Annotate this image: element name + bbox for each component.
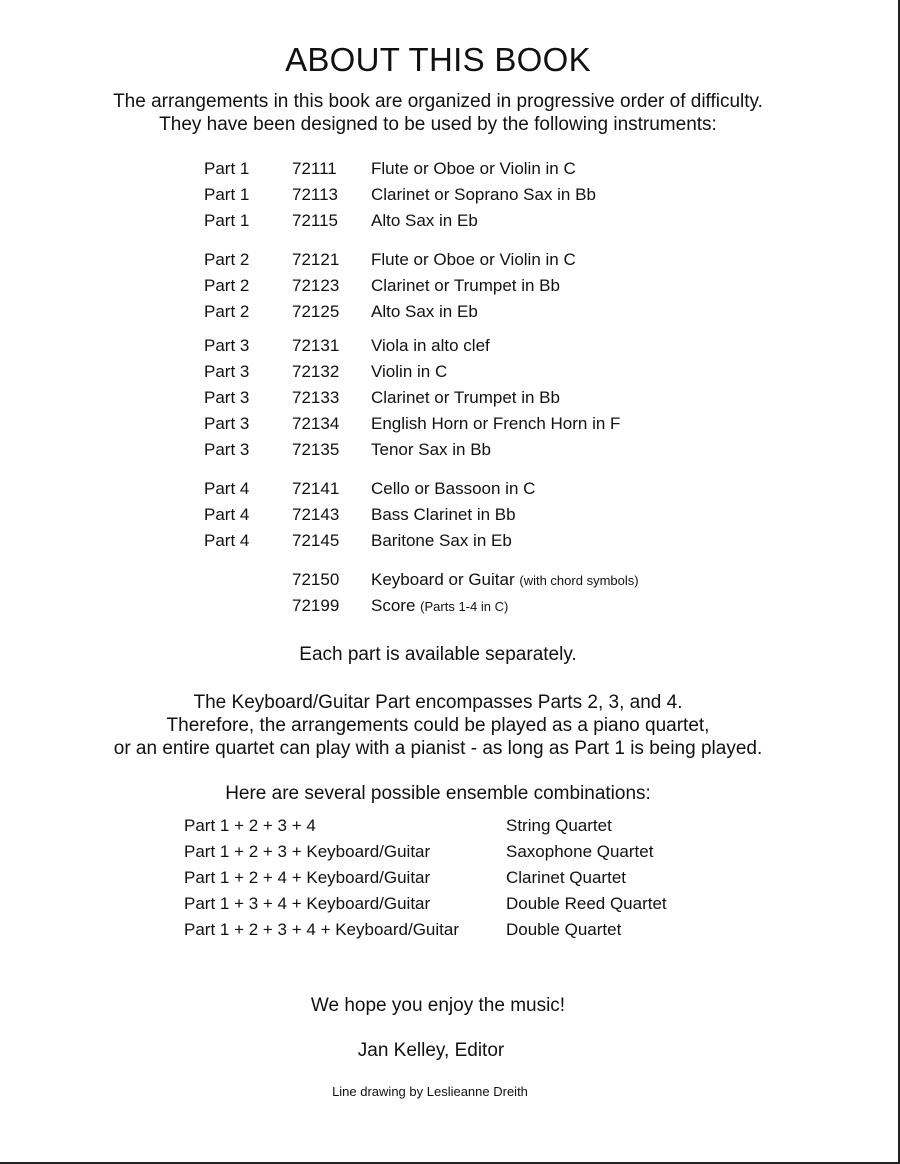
intro-paragraph: [0, 90, 876, 136]
combinations-heading: Here are several possible ensemble combinations:: [225, 783, 651, 804]
part-code: 72145: [292, 531, 340, 550]
keyboard-note-line: Therefore, the arrangements could be played as a piano quartet,: [166, 715, 710, 736]
part-number: Part 3: [204, 388, 250, 407]
part-instrument: Baritone Sax in Eb: [371, 531, 512, 550]
part-code: 72141: [292, 479, 340, 498]
part-code: 72132: [292, 362, 340, 381]
part-number: Part 4: [204, 505, 250, 524]
combination-parts: Part 1 + 2 + 3 + 4: [184, 816, 316, 835]
part-code: 72134: [292, 414, 340, 433]
part-number: Part 2: [204, 302, 250, 321]
part-instrument: Cello or Bassoon in C: [371, 479, 536, 498]
combination-ensemble: Double Reed Quartet: [506, 894, 667, 913]
instrument-note: (with chord symbols): [519, 573, 639, 588]
combination-ensemble: String Quartet: [506, 816, 612, 835]
editor-signature: Jan Kelley, Editor: [357, 1040, 505, 1061]
intro-line: The arrangements in this book are organized in progressive order of difficulty.: [113, 91, 763, 112]
part-code: 72115: [292, 211, 339, 230]
part-number: Part 1: [204, 159, 250, 178]
part-code: 72121: [292, 250, 340, 269]
part-code: 72111: [292, 159, 337, 178]
part-instrument: Alto Sax in Eb: [371, 302, 478, 321]
part-code: 72125: [292, 302, 340, 321]
instrument-name: Keyboard or Guitar: [371, 570, 515, 589]
combination-parts: Part 1 + 3 + 4 + Keyboard/Guitar: [184, 894, 431, 913]
part-number: Part 4: [204, 479, 250, 498]
part-instrument: Flute or Oboe or Violin in C: [371, 159, 576, 178]
part-code: 72123: [292, 276, 340, 295]
keyboard-note-line: or an entire quartet can play with a pianist - as long as Part 1 is being played.: [113, 738, 763, 759]
intro-line: They have been designed to be used by the following instruments:: [159, 114, 717, 135]
part-instrument: Bass Clarinet in Bb: [371, 505, 516, 524]
illustration-credit: Line drawing by Leslieanne Dreith: [332, 1084, 528, 1099]
part-instrument: Flute or Oboe or Violin in C: [371, 250, 576, 269]
part-number: Part 2: [204, 250, 250, 269]
part-instrument: [371, 569, 639, 592]
availability-note: Each part is available separately.: [299, 644, 577, 665]
part-code: 72150: [292, 570, 340, 589]
instrument-name: Score: [371, 596, 416, 615]
part-number: Part 3: [204, 440, 250, 459]
part-number: Part 1: [204, 185, 250, 204]
part-number: Part 4: [204, 531, 250, 550]
combination-ensemble: Double Quartet: [506, 920, 622, 939]
part-code: 72113: [292, 185, 339, 204]
combination-parts: Part 1 + 2 + 4 + Keyboard/Guitar: [184, 868, 431, 887]
combination-parts: Part 1 + 2 + 3 + 4 + Keyboard/Guitar: [184, 920, 460, 939]
part-instrument: Clarinet or Soprano Sax in Bb: [371, 185, 596, 204]
part-instrument: [371, 595, 508, 618]
part-instrument: Violin in C: [371, 362, 448, 381]
part-instrument: Tenor Sax in Bb: [371, 440, 492, 459]
page-title: ABOUT THIS BOOK: [285, 41, 591, 78]
part-code: 72143: [292, 505, 340, 524]
keyboard-note-line: The Keyboard/Guitar Part encompasses Parts 2, 3, and 4.: [193, 692, 683, 713]
combination-ensemble: Saxophone Quartet: [506, 842, 654, 861]
part-number: Part 3: [204, 362, 250, 381]
part-instrument: English Horn or French Horn in F: [371, 414, 621, 433]
combination-parts: Part 1 + 2 + 3 + Keyboard/Guitar: [184, 842, 431, 861]
part-code: 72135: [292, 440, 340, 459]
part-number: Part 3: [204, 414, 250, 433]
part-number: Part 2: [204, 276, 250, 295]
part-number: Part 3: [204, 336, 250, 355]
instrument-note: (Parts 1-4 in C): [420, 599, 509, 614]
part-instrument: Clarinet or Trumpet in Bb: [371, 276, 560, 295]
part-code: 72199: [292, 596, 340, 615]
part-number: Part 1: [204, 211, 250, 230]
part-instrument: Viola in alto clef: [371, 336, 490, 355]
part-instrument: Clarinet or Trumpet in Bb: [371, 388, 560, 407]
combination-ensemble: Clarinet Quartet: [506, 868, 626, 887]
part-code: 72133: [292, 388, 340, 407]
part-instrument: Alto Sax in Eb: [371, 211, 478, 230]
closing-line: We hope you enjoy the music!: [310, 995, 566, 1016]
part-code: 72131: [292, 336, 340, 355]
